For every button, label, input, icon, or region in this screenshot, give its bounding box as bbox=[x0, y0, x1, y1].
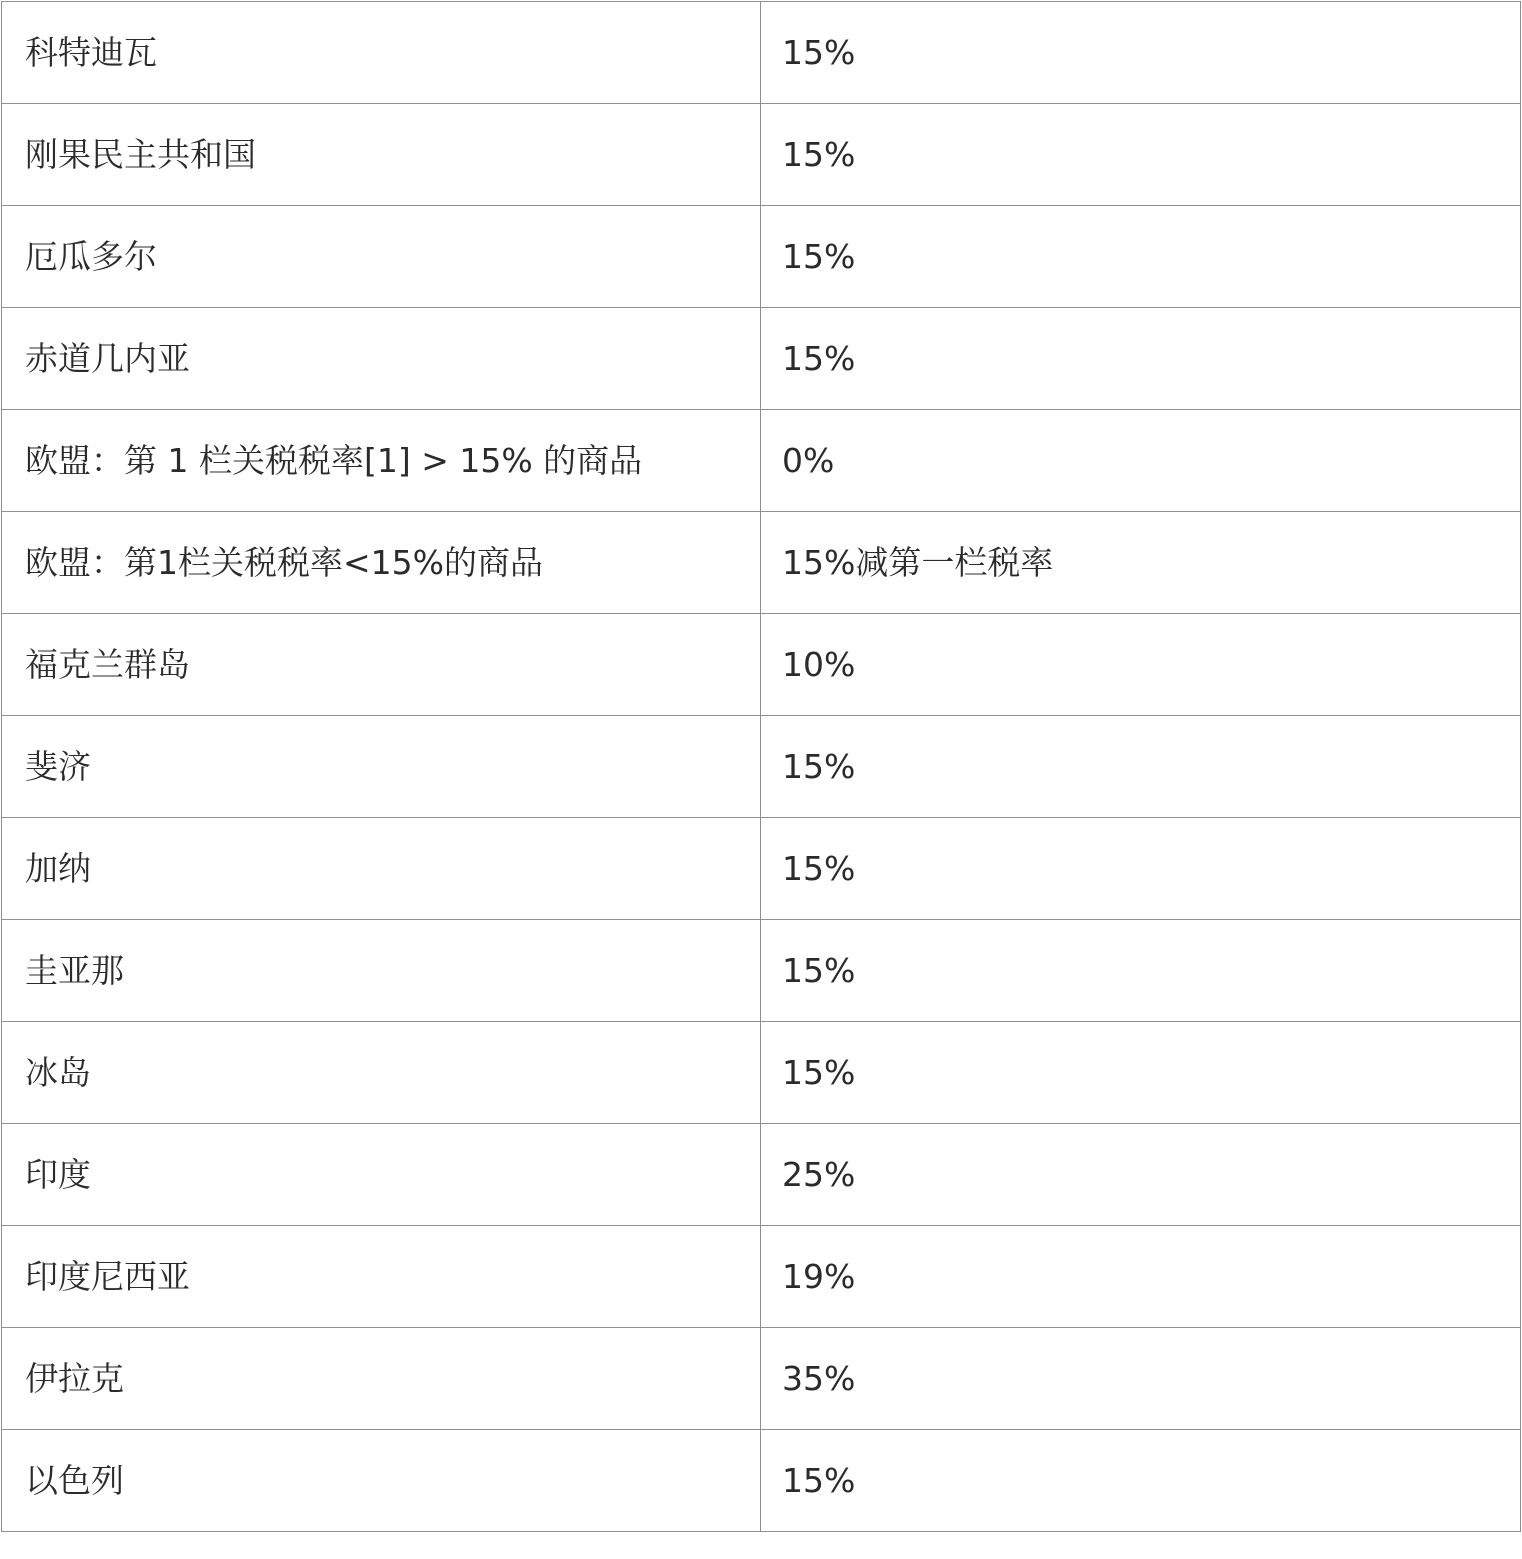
rate-cell: 15% bbox=[761, 818, 1521, 920]
country-cell: 科特迪瓦 bbox=[2, 2, 761, 104]
table-row bbox=[2, 104, 1521, 206]
table-row bbox=[2, 1328, 1521, 1430]
table-row bbox=[2, 818, 1521, 920]
country-cell: 印度尼西亚 bbox=[2, 1226, 761, 1328]
country-cell: 斐济 bbox=[2, 716, 761, 818]
table-row bbox=[2, 614, 1521, 716]
country-cell: 赤道几内亚 bbox=[2, 308, 761, 410]
rate-cell: 35% bbox=[761, 1328, 1521, 1430]
table-row bbox=[2, 920, 1521, 1022]
rate-cell: 15% bbox=[761, 104, 1521, 206]
table-row bbox=[2, 308, 1521, 410]
rate-cell: 15%减第一栏税率 bbox=[761, 512, 1521, 614]
country-cell: 厄瓜多尔 bbox=[2, 206, 761, 308]
country-cell: 加纳 bbox=[2, 818, 761, 920]
table-row bbox=[2, 716, 1521, 818]
table-row bbox=[2, 2, 1521, 104]
country-cell: 福克兰群岛 bbox=[2, 614, 761, 716]
table-row bbox=[2, 512, 1521, 614]
table-row bbox=[2, 410, 1521, 512]
country-cell: 欧盟：第1栏关税税率<15%的商品 bbox=[2, 512, 761, 614]
rate-cell: 10% bbox=[761, 614, 1521, 716]
table-row bbox=[2, 1022, 1521, 1124]
rate-cell: 15% bbox=[761, 2, 1521, 104]
table-row bbox=[2, 1124, 1521, 1226]
rate-cell: 15% bbox=[761, 1430, 1521, 1532]
country-cell: 印度 bbox=[2, 1124, 761, 1226]
table-row bbox=[2, 1226, 1521, 1328]
table-row bbox=[2, 1430, 1521, 1532]
rate-cell: 15% bbox=[761, 716, 1521, 818]
tariff-rate-table bbox=[1, 1, 1521, 1532]
rate-cell: 15% bbox=[761, 206, 1521, 308]
country-cell: 圭亚那 bbox=[2, 920, 761, 1022]
rate-cell: 0% bbox=[761, 410, 1521, 512]
rate-cell: 15% bbox=[761, 1022, 1521, 1124]
rate-cell: 19% bbox=[761, 1226, 1521, 1328]
country-cell: 以色列 bbox=[2, 1430, 761, 1532]
rate-cell: 15% bbox=[761, 308, 1521, 410]
country-cell: 冰岛 bbox=[2, 1022, 761, 1124]
country-cell: 欧盟：第 1 栏关税税率[1] > 15% 的商品 bbox=[2, 410, 761, 512]
country-cell: 伊拉克 bbox=[2, 1328, 761, 1430]
table-row bbox=[2, 206, 1521, 308]
country-cell: 刚果民主共和国 bbox=[2, 104, 761, 206]
rate-cell: 25% bbox=[761, 1124, 1521, 1226]
rate-cell: 15% bbox=[761, 920, 1521, 1022]
